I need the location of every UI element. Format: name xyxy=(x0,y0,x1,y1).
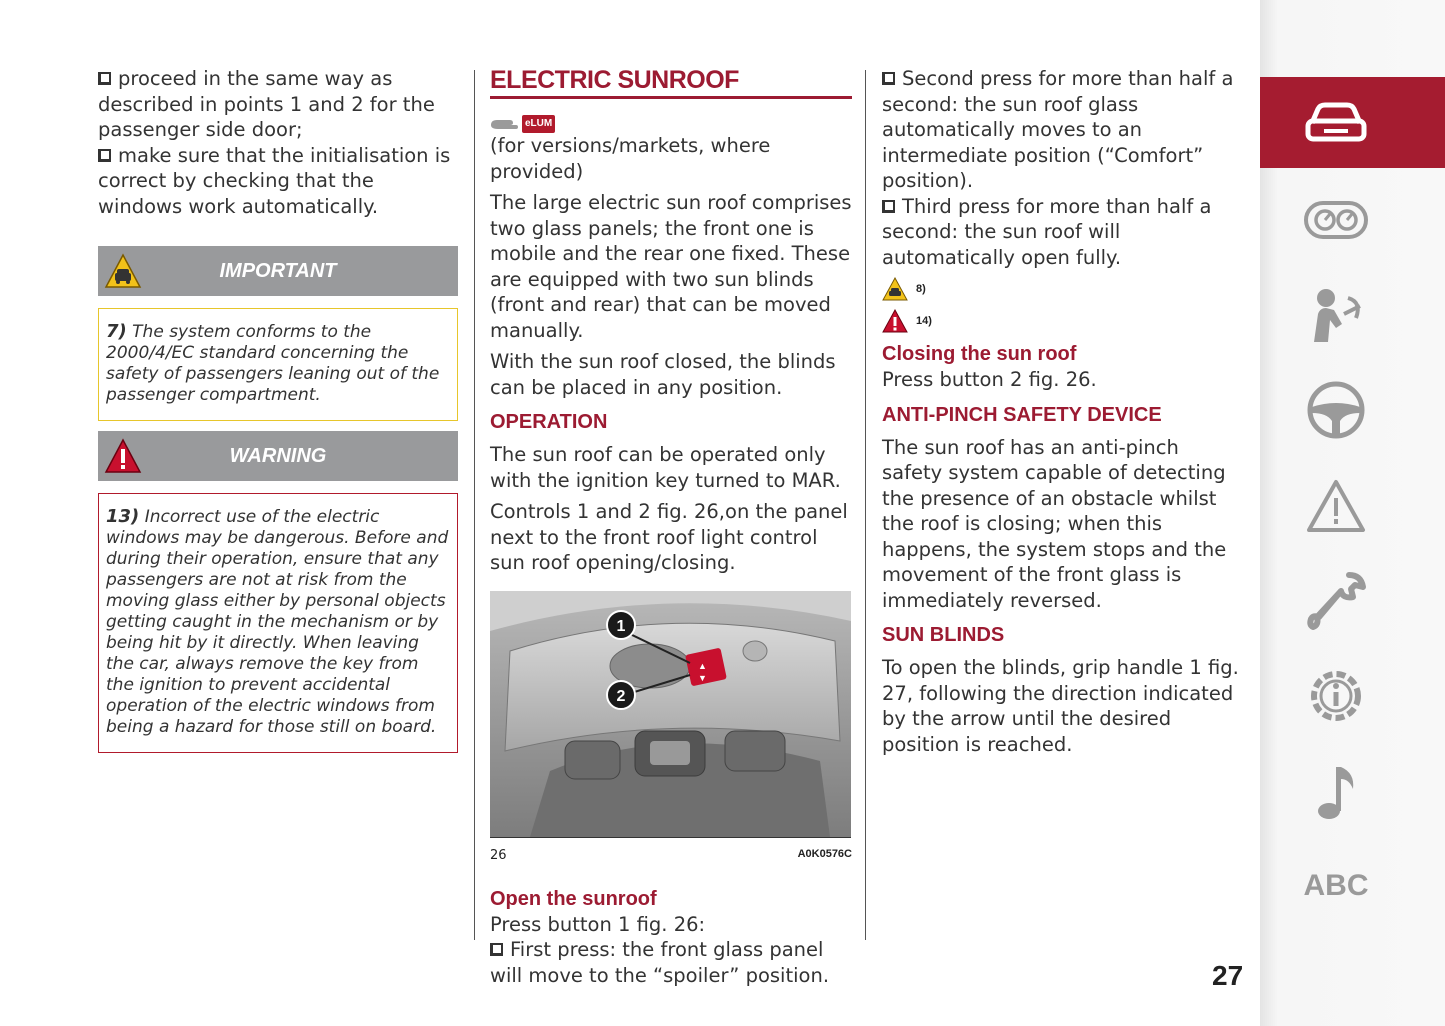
bullet-square-icon xyxy=(490,943,503,956)
bullet-square-icon xyxy=(882,72,895,85)
sidebar-item-technical-data[interactable] xyxy=(1300,664,1372,728)
sidebar-item-car[interactable] xyxy=(1300,90,1372,154)
warning-title: WARNING xyxy=(229,444,327,467)
warning-note-number: 13) xyxy=(106,506,140,527)
warning-note-box xyxy=(98,493,458,753)
anti-pinch-heading: ANTI-PINCH SAFETY DEVICE xyxy=(882,403,1162,426)
figure-26-roof-controls xyxy=(490,591,851,838)
steering-wheel-icon xyxy=(1305,379,1367,441)
closing-sunroof-instruction: Press button 2 fig. 26. xyxy=(882,368,1097,391)
column-left xyxy=(98,66,458,753)
column-right xyxy=(882,66,1242,757)
svg-text:▼: ▼ xyxy=(698,672,707,683)
closing-sunroof-heading: Closing the sun roof xyxy=(882,343,1077,365)
dashboard-icon xyxy=(1303,198,1369,242)
third-press-bullet: Third press for more than half a second: the sun roof will automatically open fully. xyxy=(882,194,1212,269)
section-title-electric-sunroof: ELECTRIC SUNROOF xyxy=(490,66,852,99)
music-note-icon xyxy=(1311,761,1361,823)
bullet-passenger-side: proceed in the same way as described in points 1 and 2 for the passenger side door; xyxy=(98,67,435,141)
important-reference xyxy=(882,276,1242,302)
column-divider-right xyxy=(865,70,866,940)
column-divider-left xyxy=(474,70,475,940)
operation-ignition: The sun roof can be operated only with the ignition key turned to MAR. xyxy=(490,443,841,492)
warning-banner xyxy=(98,431,458,481)
operation-controls: Controls 1 and 2 fig. 26,on the panel next to the front roof light control sun roof opening/closing. xyxy=(490,500,848,574)
sidebar-item-multimedia[interactable] xyxy=(1300,760,1372,824)
sidebar-item-maintenance[interactable] xyxy=(1300,570,1372,634)
pointing-hand-icon xyxy=(490,117,518,133)
sun-blinds-heading: SUN BLINDS xyxy=(882,624,1005,646)
important-note-box xyxy=(98,308,458,421)
important-title: IMPORTANT xyxy=(219,259,337,282)
roof-console-illustration xyxy=(490,591,851,837)
warning-reference xyxy=(882,308,1242,334)
svg-text:▲: ▲ xyxy=(698,660,707,671)
warning-triangle-red-icon xyxy=(104,437,142,475)
page-number: 27 xyxy=(1212,960,1244,991)
warning-note: 13) Incorrect use of the electric windows may be dangerous. Before and during their operation, ensure that any passengers are not at risk from the moving glass either by personal objects getting caught in the mechanism or by being hit by it directly. When leaving the car, always remove the key from the ignition to prevent accidental operation of the electric windows from being a hazard for those still on board. xyxy=(106,506,449,737)
sidebar-item-driving[interactable] xyxy=(1300,378,1372,442)
info-gear-icon xyxy=(1305,665,1367,727)
figure-number: 26 xyxy=(490,847,507,863)
important-reference-number: 8) xyxy=(916,283,926,295)
sunroof-description: The large electric sun roof comprises two glass panels; the front one is mobile and the rear one fixed. These are equipped with two sun blinds (front and rear) that can be moved manually. xyxy=(490,191,852,342)
blinds-description: With the sun roof closed, the blinds can be placed in any position. xyxy=(490,350,836,399)
elum-badge: eLUM xyxy=(522,115,555,133)
airbag-icon xyxy=(1304,284,1368,344)
bullet-initialisation: make sure that the initialisation is correct by checking that the windows work automatically. xyxy=(98,143,451,218)
bullet-square-icon xyxy=(98,72,111,85)
sidebar-item-safety[interactable] xyxy=(1300,282,1372,346)
second-press-bullet: Second press for more than half a second: the sun roof glass automatically moves to an intermediate position (“Comfort” position). xyxy=(882,67,1234,192)
figure-caption xyxy=(490,848,852,863)
warning-triangle-icon xyxy=(1305,478,1367,534)
operation-heading: OPERATION xyxy=(490,411,608,433)
figure-callout-2: 2 xyxy=(616,687,626,705)
important-banner xyxy=(98,246,458,296)
figure-callout-1: 1 xyxy=(616,617,626,635)
important-car-warning-icon xyxy=(882,277,908,301)
abc-index-label: ABC xyxy=(1303,869,1369,902)
sidebar-item-index[interactable] xyxy=(1300,854,1372,918)
sidebar-item-dashboard[interactable] xyxy=(1300,188,1372,252)
car-icon xyxy=(1304,97,1368,147)
sun-blinds-description: To open the blinds, grip handle 1 fig. 27, following the direction indicated by the arrow until the desired position is reached. xyxy=(882,656,1239,756)
figure-code: A0K0576C xyxy=(797,847,852,860)
open-first-press: First press: the front glass panel will move to the “spoiler” position. xyxy=(490,938,830,987)
version-indicator xyxy=(490,109,852,133)
warning-reference-number: 14) xyxy=(916,315,932,327)
open-sunroof-heading: Open the sunroof xyxy=(490,887,657,910)
sidebar-item-emergency[interactable] xyxy=(1300,474,1372,538)
bullet-square-icon xyxy=(882,200,895,213)
bullet-square-icon xyxy=(98,149,111,162)
warning-triangle-red-icon xyxy=(882,309,908,333)
wrench-icon xyxy=(1305,571,1367,633)
anti-pinch-description: The sun roof has an anti-pinch safety system capable of detecting the presence of an obstacle whilst the roof is closing; when this happens, the system stops and the movement of the front glass is immediately reversed. xyxy=(882,435,1227,612)
column-middle xyxy=(490,66,852,988)
important-car-warning-icon xyxy=(104,252,142,290)
availability-note: (for versions/markets, where provided) xyxy=(490,134,771,183)
important-note: 7) The system conforms to the 2000/4/EC standard concerning the safety of passengers leaning out of the passenger compartment. xyxy=(106,321,440,405)
important-note-number: 7) xyxy=(106,321,127,342)
open-sunroof-instruction: Press button 1 fig. 26: xyxy=(490,912,706,936)
